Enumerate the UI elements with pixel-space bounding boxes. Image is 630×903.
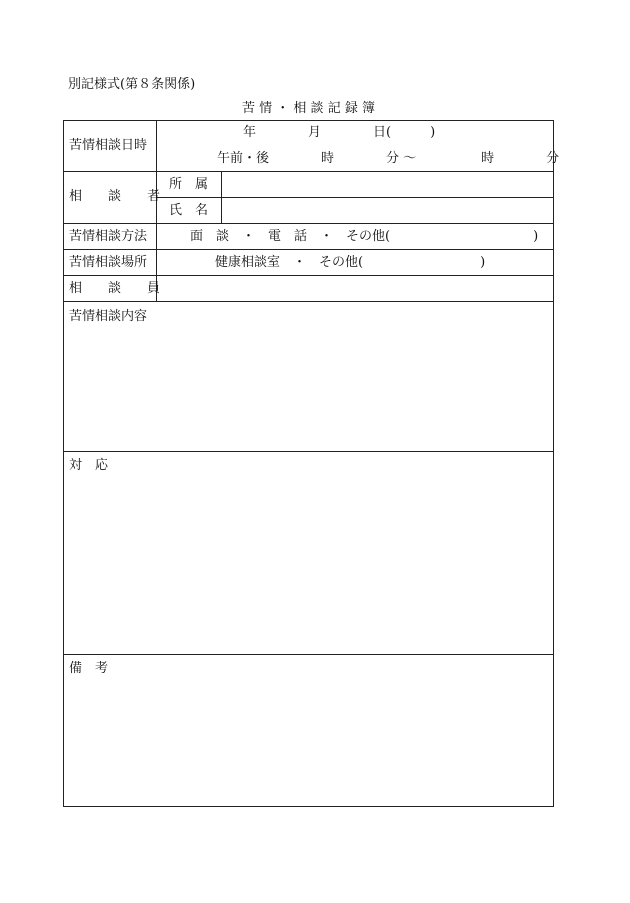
affiliation-field[interactable]	[222, 172, 553, 197]
consultant-label: 相 談 者	[69, 189, 161, 204]
staff-label: 相 談 員	[69, 281, 161, 296]
date-line: 年 月 日( )	[243, 125, 436, 140]
form-title: 苦 情 ・ 相 談 記 録 簿	[242, 101, 375, 116]
affiliation-label: 所 属	[169, 177, 209, 192]
place-label: 苦情相談場所	[69, 255, 148, 270]
name-label: 氏 名	[169, 203, 209, 218]
method-options: 面 談 ・ 電 話 ・ その他( )	[190, 229, 539, 244]
place-options: 健康相談室 ・ その他( )	[215, 255, 486, 270]
method-label: 苦情相談方法	[69, 229, 148, 244]
datetime-label: 苦情相談日時	[69, 138, 148, 153]
response-field[interactable]	[64, 476, 553, 653]
rule-after-staff	[63, 301, 554, 302]
time-line: 午前・後 時 分 ～ 時 分	[217, 151, 560, 166]
name-field[interactable]	[222, 198, 553, 223]
remarks-label: 備 考	[69, 661, 109, 676]
form-reference: 別記様式(第８条関係)	[68, 77, 196, 92]
rule-after-response	[63, 654, 554, 655]
method-field[interactable]	[157, 224, 553, 249]
response-label: 対 応	[69, 458, 109, 473]
rule-after-content	[63, 451, 554, 452]
content-field[interactable]	[64, 326, 553, 450]
place-field[interactable]	[157, 250, 553, 275]
content-label: 苦情相談内容	[69, 309, 148, 324]
staff-field[interactable]	[157, 276, 553, 301]
datetime-field[interactable]	[157, 121, 553, 171]
remarks-field[interactable]	[64, 679, 553, 806]
